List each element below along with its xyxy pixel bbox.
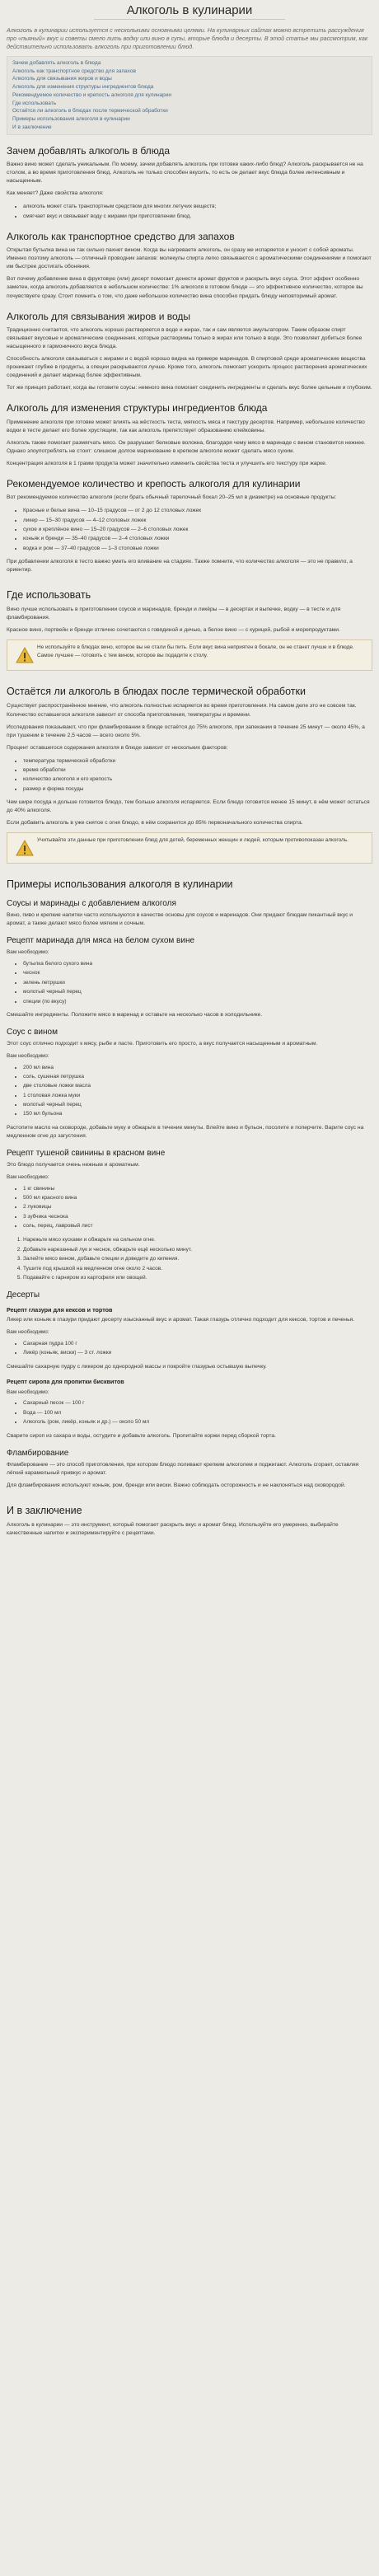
toc-item[interactable]: Примеры использования алкоголя в кулинарии: [12, 116, 130, 123]
warning-icon: [12, 644, 37, 667]
section-heading-examples: Примеры использования алкоголя в кулинарии: [7, 878, 233, 891]
paragraph: Сварите сироп из сахара и воды, остудите и добавьте алкоголь. Пропитайте коржи перед сборкой торта.: [7, 1432, 276, 1439]
section-heading-transport: Алкоголь как транспортное средство для запахов: [7, 230, 235, 242]
list-item: • 3 зубчика чеснока: [23, 1212, 372, 1221]
ingredients-label: Вам необходимо:: [7, 949, 49, 956]
paragraph: Растопите масло на сковороде, добавьте муку и обжарьте в течение минуты. Влейте вино и бульон, посолите и поперчите. Варите соус на медленном огне до загустения.: [7, 1124, 364, 1139]
list-item: • Красные и белые вина — 10–15 градусов — от 2 до 12 столовых ложек: [23, 506, 372, 515]
toc-item[interactable]: Рекомендуемое количество и крепость алкоголя для кулинарии: [12, 91, 172, 98]
list-item: • 150 мл бульона: [23, 1109, 372, 1118]
list-item: • размер и форма посуды: [23, 785, 372, 794]
toc-item[interactable]: Зачем добавлять алкоголь в блюда: [12, 59, 101, 66]
ingredients-list: [7, 1398, 372, 1426]
list-item: • 200 мл вина: [23, 1063, 372, 1072]
toc-item[interactable]: Где использовать: [12, 100, 57, 106]
section-heading-fats: Алкоголь для связывания жиров и воды: [7, 310, 191, 322]
paragraph: Красное вино, портвейн и бренди отлично сочетаются с говядиной и дичью, а белое вино — с курицей, рыбой и морепродуктами.: [7, 627, 340, 634]
title-wrap: [7, 0, 372, 21]
list-item: • смягчает вкус и связывает воду с жирами при приготовлении блюд.: [23, 212, 372, 221]
toc-item[interactable]: И в заключение: [12, 124, 52, 130]
list-item: • ликер — 15–30 градусов — 4–12 столовых ложек: [23, 516, 372, 525]
subheading-sauces: Соусы и маринады с добавлением алкоголя: [7, 899, 176, 909]
list-item: • температура термической обработки: [23, 756, 372, 766]
paragraph: Существует распространённое мнение, что алкоголь полностью испаряется во время приготовления. На самом деле это не совсем так. Количество оставшегося алкоголя зависит от способа приготовления, температуры и времени.: [7, 703, 357, 718]
list-item: • количество алкоголя и его крепость: [23, 775, 372, 784]
list-item: • бутылка белого сухого вина: [23, 959, 372, 968]
ingredients-label: Вам необходимо:: [7, 1389, 49, 1395]
toc-item[interactable]: Алкоголь как транспортное средство для запахов: [12, 68, 136, 74]
subheading-flambe: Фламбирование: [7, 1448, 69, 1458]
ingredients-list: [7, 1339, 372, 1358]
paragraph: Для фламбирования используют коньяк, ром, бренди или виски. Важно соблюдать осторожность и не наклоняться над сковородой.: [7, 1482, 346, 1488]
paragraph: Алкоголь в кулинарии — это инструмент, который помогает раскрыть вкус и аромат блюд. Используйте его умеренно, выбирайте качественные напитки и экспериментируйте с рецептами.: [7, 1521, 339, 1536]
ingredients-list: [7, 1063, 372, 1119]
list-item: • водка и ром — 37–40 градусов — 1–3 столовые ложки: [23, 544, 372, 553]
toc-item[interactable]: Остаётся ли алкоголь в блюдах после термической обработки: [12, 108, 168, 115]
paragraph: Применение алкоголя при готовке может влиять на жёсткость теста, мягкость мяса и текстуру десертов. Например, небольшое количество водки в тесте делает его более хрустящим, так как алкоголь препятствует образованию клейковины.: [7, 419, 365, 433]
subheading-glaze: Рецепт глазури для кексов и тортов: [7, 1306, 113, 1314]
amount-list: [7, 506, 372, 553]
list-item: • Сахарный песок — 100 г: [23, 1398, 372, 1407]
section-heading-amount: Рекомендуемое количество и крепость алкоголя для кулинарии: [7, 477, 301, 489]
list-item: • специи (по вкусу): [23, 997, 372, 1006]
paragraph: Процент оставшегося содержания алкоголя в блюде зависит от нескольких факторов:: [7, 744, 228, 751]
list-item: • молотый черный перец: [23, 1100, 372, 1109]
intro-text: Алкоголь в кулинарии используется с несколькими основными целями. На кулинарных сайтах можно встретить рассуждения про «пьяный» вкус и советы смело лить водку или вино в супы, вторые блюда и десерты. В этой статье мы рассмотрим, как действительно использовать алкоголь при приготовлении блюд.: [7, 26, 368, 50]
paragraph: Вино, пиво и крепкие напитки часто используются в качестве основы для соусов и маринадов. Они придают блюдам пикантный вкус и аромат, а также делают мясо более мягким и сочным.: [7, 912, 353, 927]
step-item: 5. Подавайте с гарниром из картофеля или овощей.: [23, 1273, 372, 1282]
subheading-stew: Рецепт тушеной свинины в красном вине: [7, 1148, 166, 1158]
paragraph: Этот соус отлично подходит к мясу, рыбе и пасте. Приготовить его просто, а вкус получается насыщенным и ароматным.: [7, 1040, 318, 1047]
list-item: • Вода — 100 мл: [23, 1408, 372, 1417]
ingredients-label: Вам необходимо:: [7, 1329, 49, 1336]
list-item: • зелень петрушки: [23, 978, 372, 987]
note-text: Учитывайте эти данные при приготовлении блюд для детей, беременных женщин и людей, которым противопоказан алкоголь.: [37, 837, 349, 844]
factors-list: [7, 756, 372, 794]
toc-item[interactable]: Алкоголь для изменения структуры ингредиентов блюда: [12, 84, 154, 91]
subheading-wine-sauce: Соус с вином: [7, 1027, 58, 1037]
list-item: • Ликёр (коньяк, виски) — 3 ст. ложки: [23, 1348, 372, 1357]
paragraph: Чем шире посуда и дольше готовится блюдо, тем больше алкоголя испаряется. Если блюдо готовится менее 15 минут, в нём может остаться до 40% алкоголя.: [7, 799, 370, 814]
list-item: • Алкоголь (ром, ликёр, коньяк и др.) — около 50 мл: [23, 1417, 372, 1426]
paragraph: Как меняет? Даже свойства алкоголя:: [7, 190, 104, 197]
list-item: • две столовые ложки масла: [23, 1081, 372, 1090]
paragraph: Алкоголь также помогает размягчать мясо. Он разрушает белковые волокна, благодаря чему мясо в маринаде с вином становится нежнее. Однако злоупотреблять не стоит: слишком долгое маринование в крепком алкоголе может сделать мясо сухим.: [7, 439, 366, 454]
paragraph: Вот почему добавление вина в фруктовую (или) десерт помогает донести аромат фруктов и раскрыть вкус соуса. Этот эффект особенно заметен, когда алкоголь добавляется в небольшом количестве: 1% алкоголя в готовом блюде — это эффективное количество, которое вы почувствуете сразу. Стоит помнить о том, что даже небольшое количество вина способно придать блюду неповторимый аромат.: [7, 276, 363, 299]
list-item: • 1 столовая ложка муки: [23, 1091, 372, 1100]
page-title: Алкоголь в кулинарии: [94, 3, 286, 20]
list-item: • молотый черный перец: [23, 987, 372, 996]
paragraph: Важно вино может сделать уникальным. По моему, зачем добавлять алкоголь при готовке каких-либо блюд? Алкоголь раскрывается не на столом, а во время приготовления блюд. Алкоголь не только способен вкусить, то есть он делает вкус блюда более интенсивным и насыщенным.: [7, 161, 363, 185]
paragraph: Фламбирование — это способ приготовления, при котором блюдо поливают крепким алкоголем и поджигают. Алкоголь сгорает, оставляя лёгкий карамельный привкус и аромат.: [7, 1461, 359, 1476]
section-heading-conclusion: И в заключение: [7, 1504, 82, 1516]
list-item: • сухое и креплёное вино — 15–20 градусов — 2–6 столовых ложек: [23, 525, 372, 534]
step-item: 2. Добавьте нарезанный лук и чеснок, обжарьте ещё несколько минут.: [23, 1245, 372, 1254]
list-item: • 1 кг свинины: [23, 1184, 372, 1193]
step-item: 4. Тушите под крышкой на медленном огне около 2 часов.: [23, 1264, 372, 1273]
list-item: • время обработки: [23, 766, 372, 775]
subheading-desserts: Десерты: [7, 1290, 40, 1300]
paragraph: Концентрация алкоголя в 1 грамм продукта может значительно изменить свойства теста и улучшить его текстуру при жарке.: [7, 460, 327, 466]
paragraph: Исследования показывают, что при фламбировании в блюде остаётся до 75% алкоголя, при запекании в течение 25 минут — около 45%, а при тушении в течение 2,5 часов — всего около 5%.: [7, 724, 365, 738]
paragraph: Вино лучше использовать в приготовлении соусов и маринадов, бренди и ликёры — в десертах и выпечке, водку — в тесте и для фламбирования.: [7, 607, 341, 621]
why-list: [7, 202, 372, 221]
section-heading-cooking: Остаётся ли алкоголь в блюдах после термической обработки: [7, 686, 306, 698]
section-heading-structure: Алкоголь для изменения структуры ингредиентов блюда: [7, 402, 268, 415]
paragraph: Ликер или коньяк в глазури придают десерту изысканный вкус и аромат. Такая глазурь отлично подходит для кексов, тортов и печенья.: [7, 1317, 355, 1323]
subheading-marinade: Рецепт маринада для мяса на белом сухом вине: [7, 936, 195, 946]
paragraph: Если добавить алкоголь в уже снятое с огня блюдо, в нём сохранится до 85% первоначального количества спирта.: [7, 820, 303, 827]
ingredients-list: [7, 959, 372, 1006]
subheading-syrup: Рецепт сиропа для пропитки бисквитов: [7, 1377, 124, 1385]
step-item: 3. Залейте мясо вином, добавьте специи и доведите до кипения.: [23, 1254, 372, 1263]
steps-list: [7, 1235, 372, 1282]
list-item: • соль, сушеная петрушка: [23, 1072, 372, 1081]
paragraph: Тот же принцип работает, когда вы готовите соусы: немного вина помогает соединить ингредиенты и сделать вкус более цельным и глубоким.: [7, 385, 372, 391]
warning-note: [7, 639, 372, 671]
section-heading-where: Где использовать: [7, 589, 91, 602]
ingredients-list: [7, 1184, 372, 1231]
paragraph: Это блюдо получается очень нежным и ароматным.: [7, 1161, 140, 1168]
list-item: • коньяк и бренди — 35–40 градусов — 2–4 столовых ложки: [23, 534, 372, 543]
list-item: • 500 мл красного вина: [23, 1193, 372, 1202]
paragraph: Смешайте ингредиенты. Положите мясо в маринад и оставьте на несколько часов в холодильнике.: [7, 1011, 263, 1018]
list-item: • чеснок: [23, 968, 372, 977]
step-item: 1. Нарежьте мясо кусками и обжарьте на сильном огне.: [23, 1235, 372, 1244]
info-icon: [12, 836, 37, 859]
paragraph: Смешайте сахарную пудру с ликером до однородной массы и покройте глазурью остывшую выпечку.: [7, 1363, 267, 1370]
list-item: • Сахарная пудра 100 г: [23, 1339, 372, 1348]
paragraph: Способность алкоголя связываться с жирами и с водой хорошо видна на примере маринадов. В спиртовой среде ароматические вещества проникают глубже в продукты, а специи раскрываются лучше. Кроме того, алкоголь помогает ускорить процесс растворения ароматических соединений и делает маринад более эффективным.: [7, 356, 367, 379]
paragraph: При добавлении алкоголя в тесто важно уметь его вливание на стадиях. Также помните, что количество алкоголя — это не правило, а ориентир.: [7, 559, 353, 574]
paragraph: Вот рекомендуемое количество алкоголя (если брать обычный тарелочный бокал 20–25 мл в диаметре) на основные продукты:: [7, 494, 337, 501]
paragraph: Открытая бутылка вина не так сильно пахнет вином. Когда вы нагреваете алкоголь, он сразу же испаряется и уносит с собой ароматы. Именно поэтому алкоголь — отличный проводник запахов: молекулы спирта легко связываются с ароматическими соединениями и помогают им быстрее достигать обоняния.: [7, 247, 372, 270]
ingredients-label: Вам необходимо:: [7, 1174, 49, 1180]
list-item: • алкоголь может стать транспортным средством для многих летучих веществ;: [23, 202, 372, 211]
info-note: [7, 832, 372, 864]
toc-item[interactable]: Алкоголь для связывания жиров и воды: [12, 76, 112, 82]
list-item: • соль, перец, лавровый лист: [23, 1221, 372, 1230]
ingredients-label: Вам необходимо:: [7, 1053, 49, 1059]
section-heading-why: Зачем добавлять алкоголь в блюда: [7, 144, 171, 157]
note-text: Не используйте в блюдах вино, которое вы не стали бы пить. Если вкус вина неприятен в бокале, он не станет лучше и в блюде. Самое лучшее — готовить с тем вином, которое вы подадите к столу.: [37, 644, 354, 659]
paragraph: Традиционно считается, что алкоголь хорошо растворяется в воде и жирах, так и сам является эмульгатором. Таким образом спирт связывает вкусовые и ароматические соединения, которые растворимы только в жирах или только в воде. Это позволяет добиться более насыщенного и гармоничного вкуса блюда.: [7, 326, 363, 350]
table-of-contents: [7, 56, 372, 135]
list-item: • 2 луковицы: [23, 1202, 372, 1211]
